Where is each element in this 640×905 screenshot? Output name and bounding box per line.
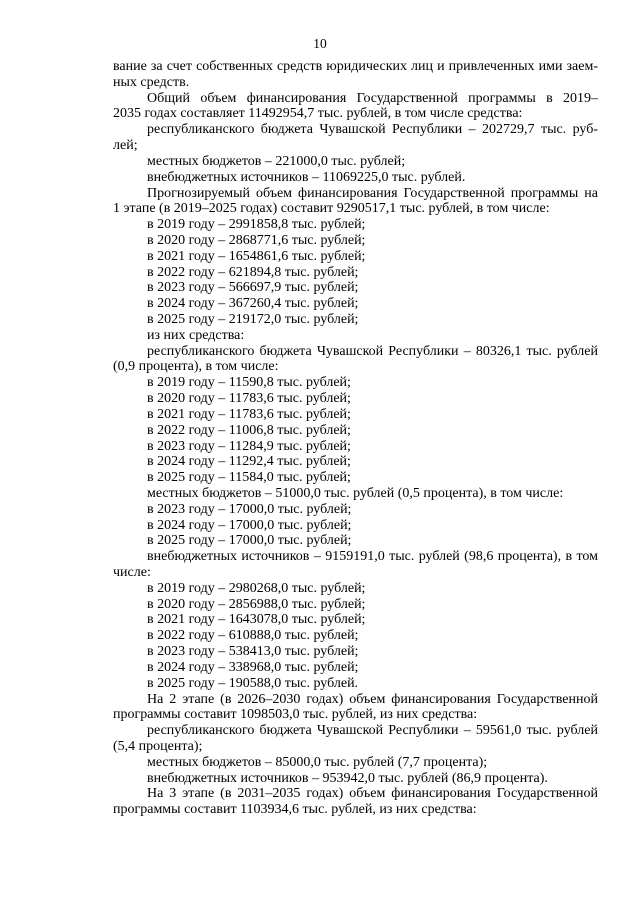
text-line: в 2021 году – 1654861,6 тыс. рублей; [147,248,366,264]
text-line: числе: [113,565,151,580]
text-line: программы составит 1103934,6 тыс. рублей, из них средства: [113,802,477,818]
text-line: в 2020 году – 11783,6 тыс. рублей; [147,391,351,407]
text-line: (0,9 процента), в том числе: [113,359,279,375]
text-line: в 2020 году – 2868771,6 тыс. рублей; [147,232,366,248]
text-line: местных бюджетов – 85000,0 тыс. рублей (7,7 процента); [147,754,488,770]
text-line: Общий объем финансирования Государственной программы в 2019– [147,90,598,106]
text-line: в 2024 году – 11292,4 тыс. рублей; [147,454,351,470]
text-line: в 2023 году – 566697,9 тыс. рублей; [147,280,359,296]
text-line: в 2025 году – 219172,0 тыс. рублей; [147,312,359,327]
text-line: республиканского бюджета Чувашской Республики – 202729,7 тыс. руб- [147,122,598,138]
text-line: На 3 этапе (в 2031–2035 годах) объем финансирования Государственной [147,786,598,802]
text-line: в 2025 году – 17000,0 тыс. рублей; [147,533,352,549]
text-line: внебюджетных источников – 11069225,0 тыс. рублей. [147,169,466,185]
text-line: из них средства: [147,327,245,343]
text-line: в 2020 году – 2856988,0 тыс. рублей; [147,596,366,612]
text-line: в 2022 году – 621894,8 тыс. рублей; [147,264,359,280]
text-line: в 2021 году – 11783,6 тыс. рублей; [147,406,351,422]
text-line: республиканского бюджета Чувашской Республики – 59561,0 тыс. рублей [147,723,598,739]
text-line: в 2023 году – 538413,0 тыс. рублей; [147,644,359,660]
text-line: в 2024 году – 367260,4 тыс. рублей; [147,296,359,312]
text-line: в 2023 году – 11284,9 тыс. рублей; [147,438,351,454]
text-line: в 2023 году – 17000,0 тыс. рублей; [147,501,352,517]
text-line: в 2022 году – 610888,0 тыс. рублей; [147,628,359,644]
text-line: 2035 годах составляет 11492954,7 тыс. рублей, в том числе средства: [113,106,523,122]
text-line: ных средств. [113,74,190,90]
text-line: в 2019 году – 2991858,8 тыс. рублей; [147,217,366,233]
text-line: 1 этапе (в 2019–2025 годах) составит 9290517,1 тыс. рублей, в том числе: [113,201,550,217]
page-number: 10 [313,36,327,51]
body-text [113,59,598,818]
text-line: местных бюджетов – 51000,0 тыс. рублей (0,5 процента), в том числе: [147,485,564,501]
text-line: в 2025 году – 11584,0 тыс. рублей; [147,470,351,486]
text-line: На 2 этапе (в 2026–2030 годах) объем финансирования Государственной [147,691,598,707]
text-line: Прогнозируемый объем финансирования Государственной программы на [147,185,598,201]
text-line: в 2024 году – 338968,0 тыс. рублей; [147,659,359,675]
text-line: в 2025 году – 190588,0 тыс. рублей. [147,675,359,691]
text-line: в 2024 году – 17000,0 тыс. рублей; [147,517,352,533]
text-line: вание за счет собственных средств юридических лиц и привлеченных ими заем- [113,59,598,74]
text-line: в 2019 году – 11590,8 тыс. рублей; [147,375,351,391]
text-line: республиканского бюджета Чувашской Республики – 80326,1 тыс. рублей [147,343,598,359]
text-line: в 2022 году – 11006,8 тыс. рублей; [147,422,351,438]
text-line: лей; [113,138,138,154]
text-line: программы составит 1098503,0 тыс. рублей, из них средства: [113,707,478,723]
text-line: внебюджетных источников – 953942,0 тыс. рублей (86,9 процента). [147,770,548,786]
text-line: местных бюджетов – 221000,0 тыс. рублей; [147,153,406,169]
text-line: (5,4 процента); [113,738,203,754]
text-line: в 2019 году – 2980268,0 тыс. рублей; [147,580,366,596]
text-line: в 2021 году – 1643078,0 тыс. рублей; [147,612,366,628]
text-line: внебюджетных источников – 9159191,0 тыс. рублей (98,6 процента), в том [147,549,598,565]
